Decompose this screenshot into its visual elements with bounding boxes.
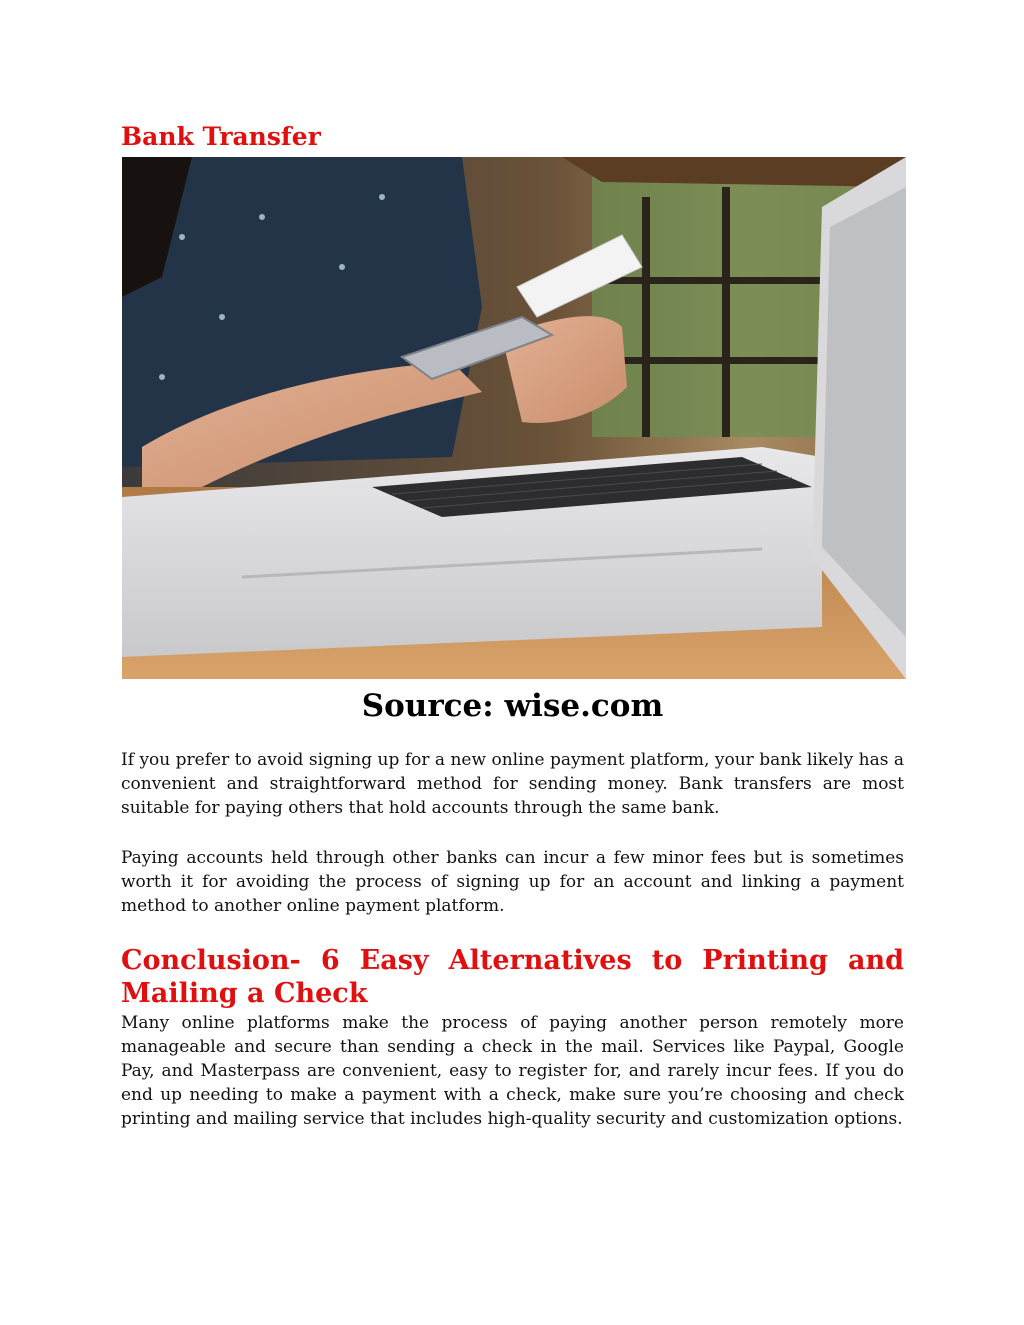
section-heading-conclusion: Conclusion- 6 Easy Alternatives to Printing and Mailing a Check xyxy=(121,945,904,1009)
paragraph-conclusion: Many online platforms make the process of paying another person remotely more manageable and secure than sending a check in the mail. Services like Paypal, Google Pay, and Masterpass are convenient, easy to register for, and rarely incur fees. If you do end up needing to make a payment with a check, make sure you’re choosing and check printing and mailing service that includes high-quality security and customization options. xyxy=(121,1013,904,1129)
section-heading-bank-transfer: Bank Transfer xyxy=(121,122,321,151)
paragraph-bank-intro: If you prefer to avoid signing up for a new online payment platform, your bank likely has a convenient and straightforward method for sending money. Bank transfers are most suitable for paying others that hold accounts through the same bank. xyxy=(121,750,904,818)
paragraph-bank-fees: Paying accounts held through other banks can incur a few minor fees but is sometimes worth it for avoiding the process of signing up for an account and linking a payment method to another online payment platform. xyxy=(121,848,904,916)
image-source-caption: Source: wise.com xyxy=(361,688,664,724)
laptop-phone-card-photo xyxy=(122,157,906,679)
